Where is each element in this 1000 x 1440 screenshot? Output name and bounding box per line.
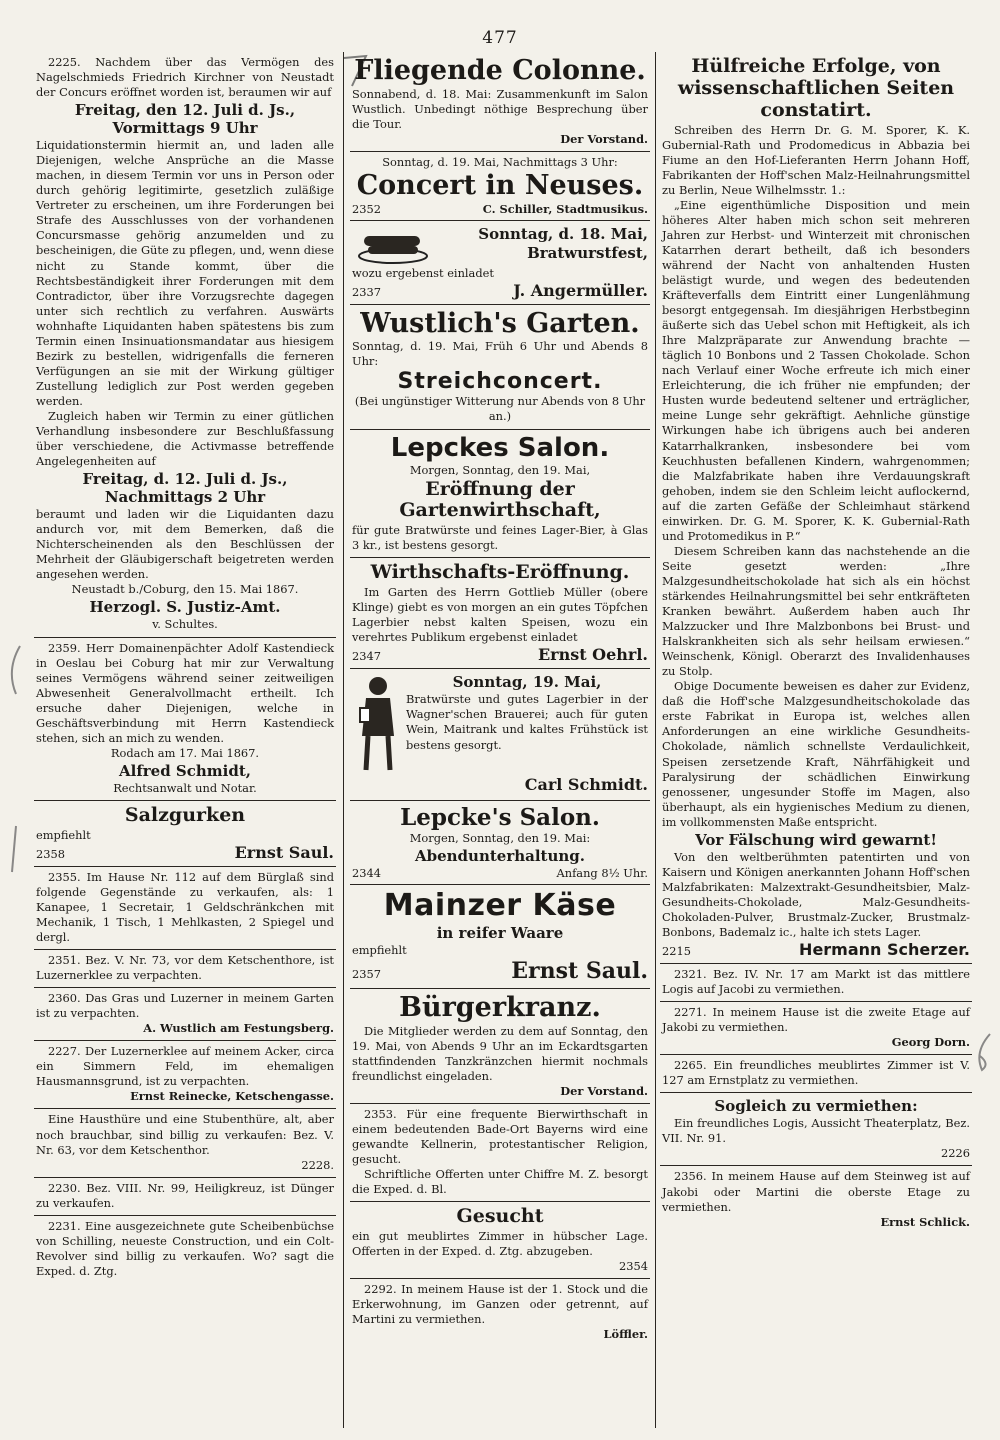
ad-headline: Lepckes Salon. <box>390 432 610 463</box>
ad-signature-line <box>352 958 648 984</box>
ad-signature-line <box>352 202 648 216</box>
ad-signature-line <box>352 866 648 880</box>
notice-authority: Herzogl. S. Justiz-Amt. <box>89 598 281 617</box>
ad-number: 2337 <box>352 284 381 299</box>
ad-text: 2265. Ein freundliches meublirtes Zimmer ist V. 127 am Ernstplatz zu vermiethen. <box>662 1058 970 1088</box>
ad-text: für gute Bratwürste und feines Lager-Bier, à Glas 3 kr., ist bestens gesorgt. <box>352 523 648 553</box>
ad-subheadline: Streichconcert. <box>397 369 603 395</box>
ad-headline: Fliegende Colonne. <box>354 55 646 86</box>
notice-date-heading: Freitag, den 12. Juli d. Js., Vormittags 9 Uhr <box>74 101 296 138</box>
ad-number: 2354 <box>619 1259 648 1274</box>
bratwurst-illustration <box>356 226 430 266</box>
column-rule <box>343 52 344 1428</box>
ad-2337 <box>350 221 650 305</box>
ad-advertiser: C. Schiller, Stadtmusikus. <box>482 201 648 216</box>
ad-number: 2228. <box>301 1157 334 1172</box>
ad-text: Von den weltberühmten patentirten und von Kaisern und Königen anerkannten Johann Hoff'schen Malzfabrikaten: Malzextrakt-Gesundheitsbier, Malz-Gesundheits-Chokolade, Malz-Gesundheits-Chokoladen-Pulver, Brustmalz-Zucker, Brustmalz-Bonbons, Bademalz ic., halte ich stets Lager. <box>662 849 970 939</box>
pencil-mark <box>972 1030 998 1076</box>
ad-text: 2230. Bez. VIII. Nr. 99, Heiligkreuz, ist Dünger zu verkaufen. <box>36 1180 334 1210</box>
ad-2230 <box>34 1178 336 1216</box>
ad-text: Bratwürste und gutes Lagerbier in der Wagner'schen Brauerei; auch für guten Wein, Maitrank und kaltes Frühstück ist bestens gesorgt. <box>406 692 648 752</box>
ad-text: Obige Documente beweisen es daher zur Evidenz, daß die Hoff'sche Malzgesundheitschokolade das erste Fabrikat in Europa ist, welches allen Anforderungen an eine wirkliche Gesundheits-Chokolade, nämlich schnellste Verdaulichkeit, Speisen zersetzende Kraft, Nährfähigkeit und Paralysirung der schädlichen Einwirkung genossener, ungesunder Stoffe im Magen, also überhaupt, als ein hygienisches Medium zu dienen, im vollkommensten Maße entspricht. <box>662 679 970 829</box>
column-rule <box>655 52 656 1428</box>
ad-advertiser: Hermann Scherzer. <box>799 940 970 960</box>
ad-2227 <box>34 1041 336 1109</box>
notice-signature: Alfred Schmidt, <box>118 761 252 780</box>
ad-text: Im Garten des Herrn Gottlieb Müller (obere Klinge) giebt es von morgen an ein gutes Töpfchen Lagerbier nebst kalten Speisen, wozu ein verehrtes Publikum ergebenst einladet <box>352 585 648 645</box>
ad-warning-heading: Vor Fälschung wird gewarnt! <box>695 830 937 849</box>
ad-headline: Sogleich zu vermiethen: <box>714 1097 918 1116</box>
ad-text: empfiehlt <box>352 942 407 957</box>
notice-signature-title: Rechtsanwalt und Notar. <box>113 780 257 795</box>
ad-advertiser: Carl Schmidt. <box>524 775 648 795</box>
ad-text: Ein freundliches Logis, Aussicht Theaterplatz, Bez. VII. Nr. 91. <box>662 1116 970 1146</box>
ad-text: 2292. In meinem Hause ist der 1. Stock und die Erkerwohnung, im Ganzen oder getrennt, auf Martini zu vermiethen. <box>352 1282 648 1327</box>
ad-text: Sonntag, d. 19. Mai, Früh 6 Uhr und Abends 8 Uhr: <box>352 339 648 369</box>
ad-headline: Wirthschafts-Eröffnung. <box>370 561 630 584</box>
ad-text: empfiehlt <box>36 827 91 842</box>
waiter-illustration <box>356 674 400 774</box>
notice-signature: v. Schultes. <box>152 617 218 632</box>
ad-headline: Lepcke's Salon. <box>400 803 600 831</box>
ad-advertiser: Ernst Reinecke, Ketschengasse. <box>130 1089 334 1104</box>
notice-place-date: Rodach am 17. Mai 1867. <box>110 745 260 760</box>
ad-subheadline: Abendunterhaltung. <box>414 846 586 865</box>
ad-text: Sonntag, d. 19. Mai, Nachmittags 3 Uhr: <box>382 154 618 169</box>
notice-text: Liquidationstermin hiermit an, und laden alle Diejenigen, welche Ansprüche an die Masse machen, in diesem Termin vor uns in Person oder durch gehörig legitimirte, gesetzlich zuläßige Vertreter zu erscheinen, um ihre Forderungen bei Strafe des Ausschlusses von der vorhandenen Concursmasse gehörig anzumelden und zu bescheinigen, die Güte zu pflegen, und, wenn diese nicht zu Stande kommt, über die Rechtsbeständigkeit ihrer Forderungen mit dem Contradictor, über ihre Vorzugsrechte dagegen unter sich rechtlich zu verfahren. Auswärts wohnhafte Liquidanten haben spätestens bis zum Termin einen Insinuationsmandatar aus hiesigem Bezirk zu bestellen, widrigenfalls die ferneren Verfügungen an sie mit der Wirkung gültiger Zustellung lediglich zur Post werden gegeben werden. <box>36 138 334 408</box>
ad-2356 <box>660 1166 972 1233</box>
ad-2321 <box>660 964 972 1002</box>
ad-number: 2226 <box>941 1146 970 1161</box>
ad-subheadline: Eröffnung der Gartenwirthschaft, <box>399 477 601 522</box>
ad-advertiser: Ernst Saul. <box>234 842 334 862</box>
ad-2352 <box>350 152 650 221</box>
ad-signature-line <box>352 645 648 664</box>
ad-headline: Gesucht <box>456 1205 544 1228</box>
ad-advertiser: Ernst Oehrl. <box>537 645 648 665</box>
ad-text: Morgen, Sonntag, den 19. Mai: <box>409 830 591 845</box>
column-left <box>34 52 336 1432</box>
ad-text: 2321. Bez. IV. Nr. 17 am Markt ist das mittlere Logis auf Jacobi zu vermiethen. <box>662 967 970 997</box>
ad-2231 <box>34 1216 336 1283</box>
ad-carl-schmidt <box>350 669 650 800</box>
column-right <box>660 52 972 1432</box>
ad-number: 2357 <box>352 966 381 981</box>
page-number: 477 <box>482 28 518 48</box>
ad-2228 <box>34 1109 336 1177</box>
ad-buergerkranz <box>350 989 650 1104</box>
ad-text: 2351. Bez. V. Nr. 73, vor dem Ketschenthore, ist Luzernerklee zu verpachten. <box>36 953 334 983</box>
ad-text: 2231. Eine ausgezeichnete gute Scheibenbüchse von Schilling, neueste Construction, und ein Colt-Revolver sind billig zu verkaufen. Wo? sagt die Exped. d. Ztg. <box>36 1218 334 1278</box>
ad-2265 <box>660 1055 972 1093</box>
column-middle <box>350 52 650 1432</box>
ad-text: wozu ergebenst einladet <box>352 265 494 280</box>
ad-signature-line <box>352 281 648 300</box>
ad-number: 2344 <box>352 865 381 880</box>
ad-advertiser: Ernst Schlick. <box>880 1214 970 1229</box>
ad-headline: Mainzer Käse <box>383 887 617 923</box>
ad-2358 <box>34 801 336 867</box>
ad-headline: Concert in Neuses. <box>356 169 644 201</box>
ad-text: 2356. In meinem Hause auf dem Steinweg ist auf Jakobi oder Martini die oberste Etage zu vermiethen. <box>662 1169 970 1214</box>
ad-headline: Bratwurstfest, <box>527 243 648 262</box>
ad-2355 <box>34 867 336 950</box>
ad-2351 <box>34 950 336 988</box>
ad-advertiser: Löffler. <box>603 1327 648 1342</box>
ad-text: 2353. Für eine frequente Bierwirthschaft in einem bedeutenden Bade-Ort Bayerns wird eine gewandte Kellnerin, protestantischer Religion, gesucht. <box>352 1106 648 1166</box>
notice-text: 2359. Herr Domainenpächter Adolf Kastendieck in Oeslau bei Coburg hat mir zur Verwaltung seines Vermögens während seiner zeitweiligen Abwesenheit Generalvollmacht ertheilt. Ich ersuche daher Diejenigen, welche in Geschäftsverbindung mit Herrn Kastendieck stehen, sich an mich zu wenden. <box>36 640 334 745</box>
ad-advertiser: Georg Dorn. <box>891 1035 970 1050</box>
notice-text: 2225. Nachdem über das Vermögen des Nagelschmieds Friedrich Kirchner von Neustadt der Concurs eröffnet worden ist, beraumen wir auf <box>36 55 334 100</box>
ad-signature: Der Vorstand. <box>560 131 648 146</box>
pencil-mark <box>2 820 30 880</box>
ad-2357 <box>350 885 650 989</box>
ad-text: „Eine eigenthümliche Disposition und mein höheres Alter haben mich schon seit mehreren Jahren zur Herbst- und Winterzeit mit chronischen Katarrhen derart betheilt, daß ich besonders während der Nacht von anhaltenden Husten belästigt wurde, und wegen des bedeutenden Kräfteverfalls dem Eintritt einer Lungenlähmung besorgt entgegensah. Im diesjährigen Herbstbeginn äußerte sich das Uebel schon mit Heftigkeit, als ich Ihre Malzpräparate zur Anwendung brachte — täglich 10 Bonbons und 2 Tassen Chokolade. Schon nach Verlauf einer Woche erfreute ich mich einer Erleichterung, die ich früher nie empfunden; der Husten wurde bedeutend seltener und erträglicher, meine Lunge sehr gekräftigt. Aehnliche günstige Wirkungen habe ich übrigens auch bei anderen Katarrhalkranken, insbesondere bei vom Keuchhusten befallenen Kindern, wahrgenommen; die Malzfabrikate haben ihre Verdauungskraft gehoben, indem sie den Schleim leicht auflockernd, auf die zarten Gefäße der Schleimhaut stärkend einwirken. Dr. G. M. Sporer, K. K. Gubernial-Rath und Protomedikus in P.“ <box>662 197 970 543</box>
ad-number: 2358 <box>36 846 65 861</box>
ad-headline: Wustlich's Garten. <box>360 307 640 339</box>
ad-headline: Hülfreiche Erfolge, von wissenschaftlichen Seiten constatirt. <box>677 55 955 121</box>
notice-text: beraumt und laden wir die Liquidanten dazu andurch vor, mit dem Bemerken, daß die Nichterscheinenden als den Beschlüssen der Mehrheit der Gläubigerschaft beigetreten werden angesehen werden. <box>36 507 334 582</box>
notice-2225 <box>34 52 336 638</box>
pencil-mark <box>2 640 30 700</box>
ad-text: (Bei ungünstiger Witterung nur Abends von 8 Uhr an.) <box>354 394 646 424</box>
ad-number: 2347 <box>352 649 381 664</box>
ad-fliegende-colonne <box>350 52 650 152</box>
ad-headline: Bürgerkranz. <box>399 991 601 1023</box>
ad-2292 <box>350 1279 650 1346</box>
notice-2359 <box>34 638 336 801</box>
ad-date: Sonntag, d. 18. Mai, <box>478 224 648 243</box>
ad-headline: Salzgurken <box>124 803 246 826</box>
ad-text: Schriftliche Offerten unter Chiffre M. Z. besorgt die Exped. d. Bl. <box>352 1167 648 1197</box>
ad-signature-line <box>662 940 970 959</box>
ad-text: 2355. Im Hause Nr. 112 auf dem Bürglaß sind folgende Gegenstände zu verkaufen, als: 1 Kanapee, 1 Secretair, 1 Geldschränkchen mit Mechanik, 1 Tisch, 1 Mehlkasten, 2 Spiegel und dergl. <box>36 869 334 944</box>
ad-2215-hoff-malz <box>660 52 972 964</box>
ad-advertiser: J. Angermüller. <box>513 280 648 300</box>
ad-text: Diesem Schreiben kann das nachstehende an die Seite gesetzt werden: „Ihre Malzgesundheitschokolade hat sich als ein höchst stärkendes Heilnahrungsmittel bei sehr entkräfteten Kranken bewährt. Außerdem haben auch Ihr Malzzucker und Ihre Malzbonbons bei Brust- und Halskrankheiten sich als sehr heilsam erwiesen.“ Weinschenk, Königl. Oberarzt des Invalidenhauses zu Stolp. <box>662 543 970 679</box>
ad-2360 <box>34 988 336 1041</box>
ad-text: 2227. Der Luzernerklee auf meinem Acker, circa ein Simmern Feld, im ehemaligen Hausmannsgrund, ist zu verpachten. <box>36 1044 334 1089</box>
ad-text: 2271. In meinem Hause ist die zweite Etage auf Jakobi zu vermiethen. <box>662 1005 970 1035</box>
ad-date: Sonntag, 19. Mai, <box>452 673 602 692</box>
ad-text: Schreiben des Herrn Dr. G. M. Sporer, K. K. Gubernial-Rath und Prodomedicus in Abbazia bei Fiume an den Hof-Lieferanten Herrn Johann Hoff, Fabrikanten der Hoff'schen Malz-Heilnahrungsmittel zu Berlin, Neue Wilhelmsstr. 1.: <box>662 122 970 197</box>
ad-2347 <box>350 558 650 669</box>
ad-text: 2360. Das Gras und Luzerner in meinem Garten ist zu verpachten. <box>36 991 334 1021</box>
ad-text: ein gut meublirtes Zimmer in hübscher Lage. Offerten in der Exped. d. Ztg. abzugeben. <box>352 1228 648 1258</box>
ad-number: 2352 <box>352 201 381 216</box>
ad-text: Sonnabend, d. 18. Mai: Zusammenkunft im Salon Wustlich. Unbedingt nöthige Besprechung über die Tour. <box>352 86 648 131</box>
ad-signature-line <box>36 843 334 862</box>
ad-text: Die Mitglieder werden zu dem auf Sonntag, den 19. Mai, von Abends 9 Uhr an im Eckardtsgarten stattfindenden Tanzkränzchen hiermit nochmals freundlichst eingeladen. <box>352 1023 648 1083</box>
ad-signature: Der Vorstand. <box>560 1083 648 1098</box>
ad-text: Eine Hausthüre und eine Stubenthüre, alt, aber noch brauchbar, sind billig zu verkaufen: Bez. V. Nr. 63, vor dem Ketschenthor. <box>36 1112 334 1157</box>
notice-date-heading: Freitag, d. 12. Juli d. Js., Nachmittags 2 Uhr <box>82 470 288 507</box>
ad-2354 <box>350 1202 650 1279</box>
ad-text: Morgen, Sonntag, den 19. Mai, <box>409 462 591 477</box>
ad-2344 <box>350 801 650 885</box>
ad-advertiser: A. Wustlich am Festungsberg. <box>143 1021 334 1036</box>
notice-text: Zugleich haben wir Termin zu einer gütlichen Verhandlung insbesondere zur Beschlußfassung über verschiedene, die Activmasse betreffende Angelegenheiten auf <box>36 408 334 469</box>
ad-advertiser: Ernst Saul. <box>511 957 648 984</box>
ad-subheadline: in reifer Waare <box>436 923 564 942</box>
ad-2271 <box>660 1002 972 1055</box>
notice-place-date: Neustadt b./Coburg, den 15. Mai 1867. <box>71 582 299 597</box>
ad-2226 <box>660 1093 972 1166</box>
ad-wustlichs-garten <box>350 305 650 430</box>
ad-lepckes-salon <box>350 430 650 559</box>
ad-2353 <box>350 1104 650 1202</box>
ad-start-time: Anfang 8½ Uhr. <box>556 865 648 880</box>
ad-number: 2215 <box>662 944 691 959</box>
